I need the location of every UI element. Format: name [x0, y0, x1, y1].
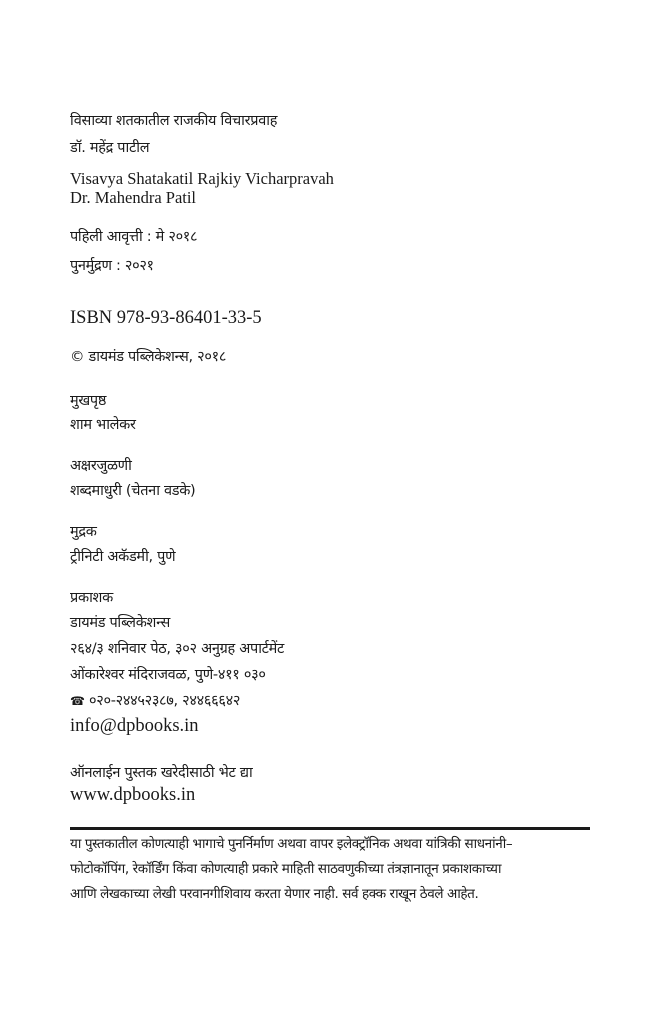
copyright: © डायमंड पब्लिकेशन्स, २०१८ — [70, 349, 227, 365]
phone-icon: ☎ — [70, 694, 85, 708]
printer-label: मुद्रक — [70, 524, 97, 540]
reprint: पुनर्मुद्रण : २०२१ — [70, 258, 154, 274]
publisher-name: डायमंड पब्लिकेशन्स — [70, 615, 170, 631]
rights-notice-line3: आणि लेखकाच्या लेखी परवानगीशिवाय करता येणार नाही. सर्व हक्क राखून ठेवले आहेत. — [70, 886, 479, 902]
author-english: Dr. Mahendra Patil — [70, 188, 197, 207]
publisher-address-line2: ओंकारेश्वर मंदिराजवळ, पुणे-४११ ०३० — [70, 667, 266, 683]
publisher-phone — [70, 690, 240, 710]
book-title-marathi: विसाव्या शतकातील राजकीय विचारप्रवाह — [70, 113, 278, 129]
online-purchase-text: ऑनलाईन पुस्तक खरेदीसाठी भेट द्या — [70, 765, 253, 781]
publisher-label: प्रकाशक — [70, 590, 113, 606]
printer: ट्रीनिटी अकॅडमी, पुणे — [70, 549, 176, 565]
typesetting-label: अक्षरजुळणी — [70, 458, 132, 474]
cover-label: मुखपृष्ठ — [70, 393, 107, 409]
cover-designer: शाम भालेकर — [70, 417, 136, 433]
isbn: ISBN 978-93-86401-33-5 — [70, 308, 262, 328]
publisher-address-line1: २६४/३ शनिवार पेठ, ३०२ अनुग्रह अपार्टमेंट — [70, 641, 285, 657]
divider — [70, 827, 590, 830]
book-title-english: Visavya Shatakatil Rajkiy Vicharpravah — [70, 169, 334, 188]
rights-notice-line2: फोटोकॉपिंग, रेकॉर्डिंग किंवा कोणत्याही प्रकारे माहिती साठवणुकीच्या तंत्रज्ञानातून प्रकाशकाच्या — [70, 861, 502, 877]
publisher-email[interactable]: info@dpbooks.in — [70, 716, 199, 736]
website-link[interactable]: www.dpbooks.in — [70, 785, 196, 805]
typesetter: शब्दमाधुरी (चेतना वडके) — [70, 483, 196, 499]
phone-numbers: ०२०-२४४५२३८७, २४४६६६४२ — [88, 693, 241, 709]
first-edition: पहिली आवृत्ती : मे २०१८ — [70, 229, 198, 245]
rights-notice-line1: या पुस्तकातील कोणत्याही भागाचे पुनर्निर्माण अथवा वापर इलेक्ट्रॉनिक अथवा यांत्रिकी साधनांनी– — [70, 836, 513, 852]
author-marathi: डॉ. महेंद्र पाटील — [70, 140, 150, 156]
